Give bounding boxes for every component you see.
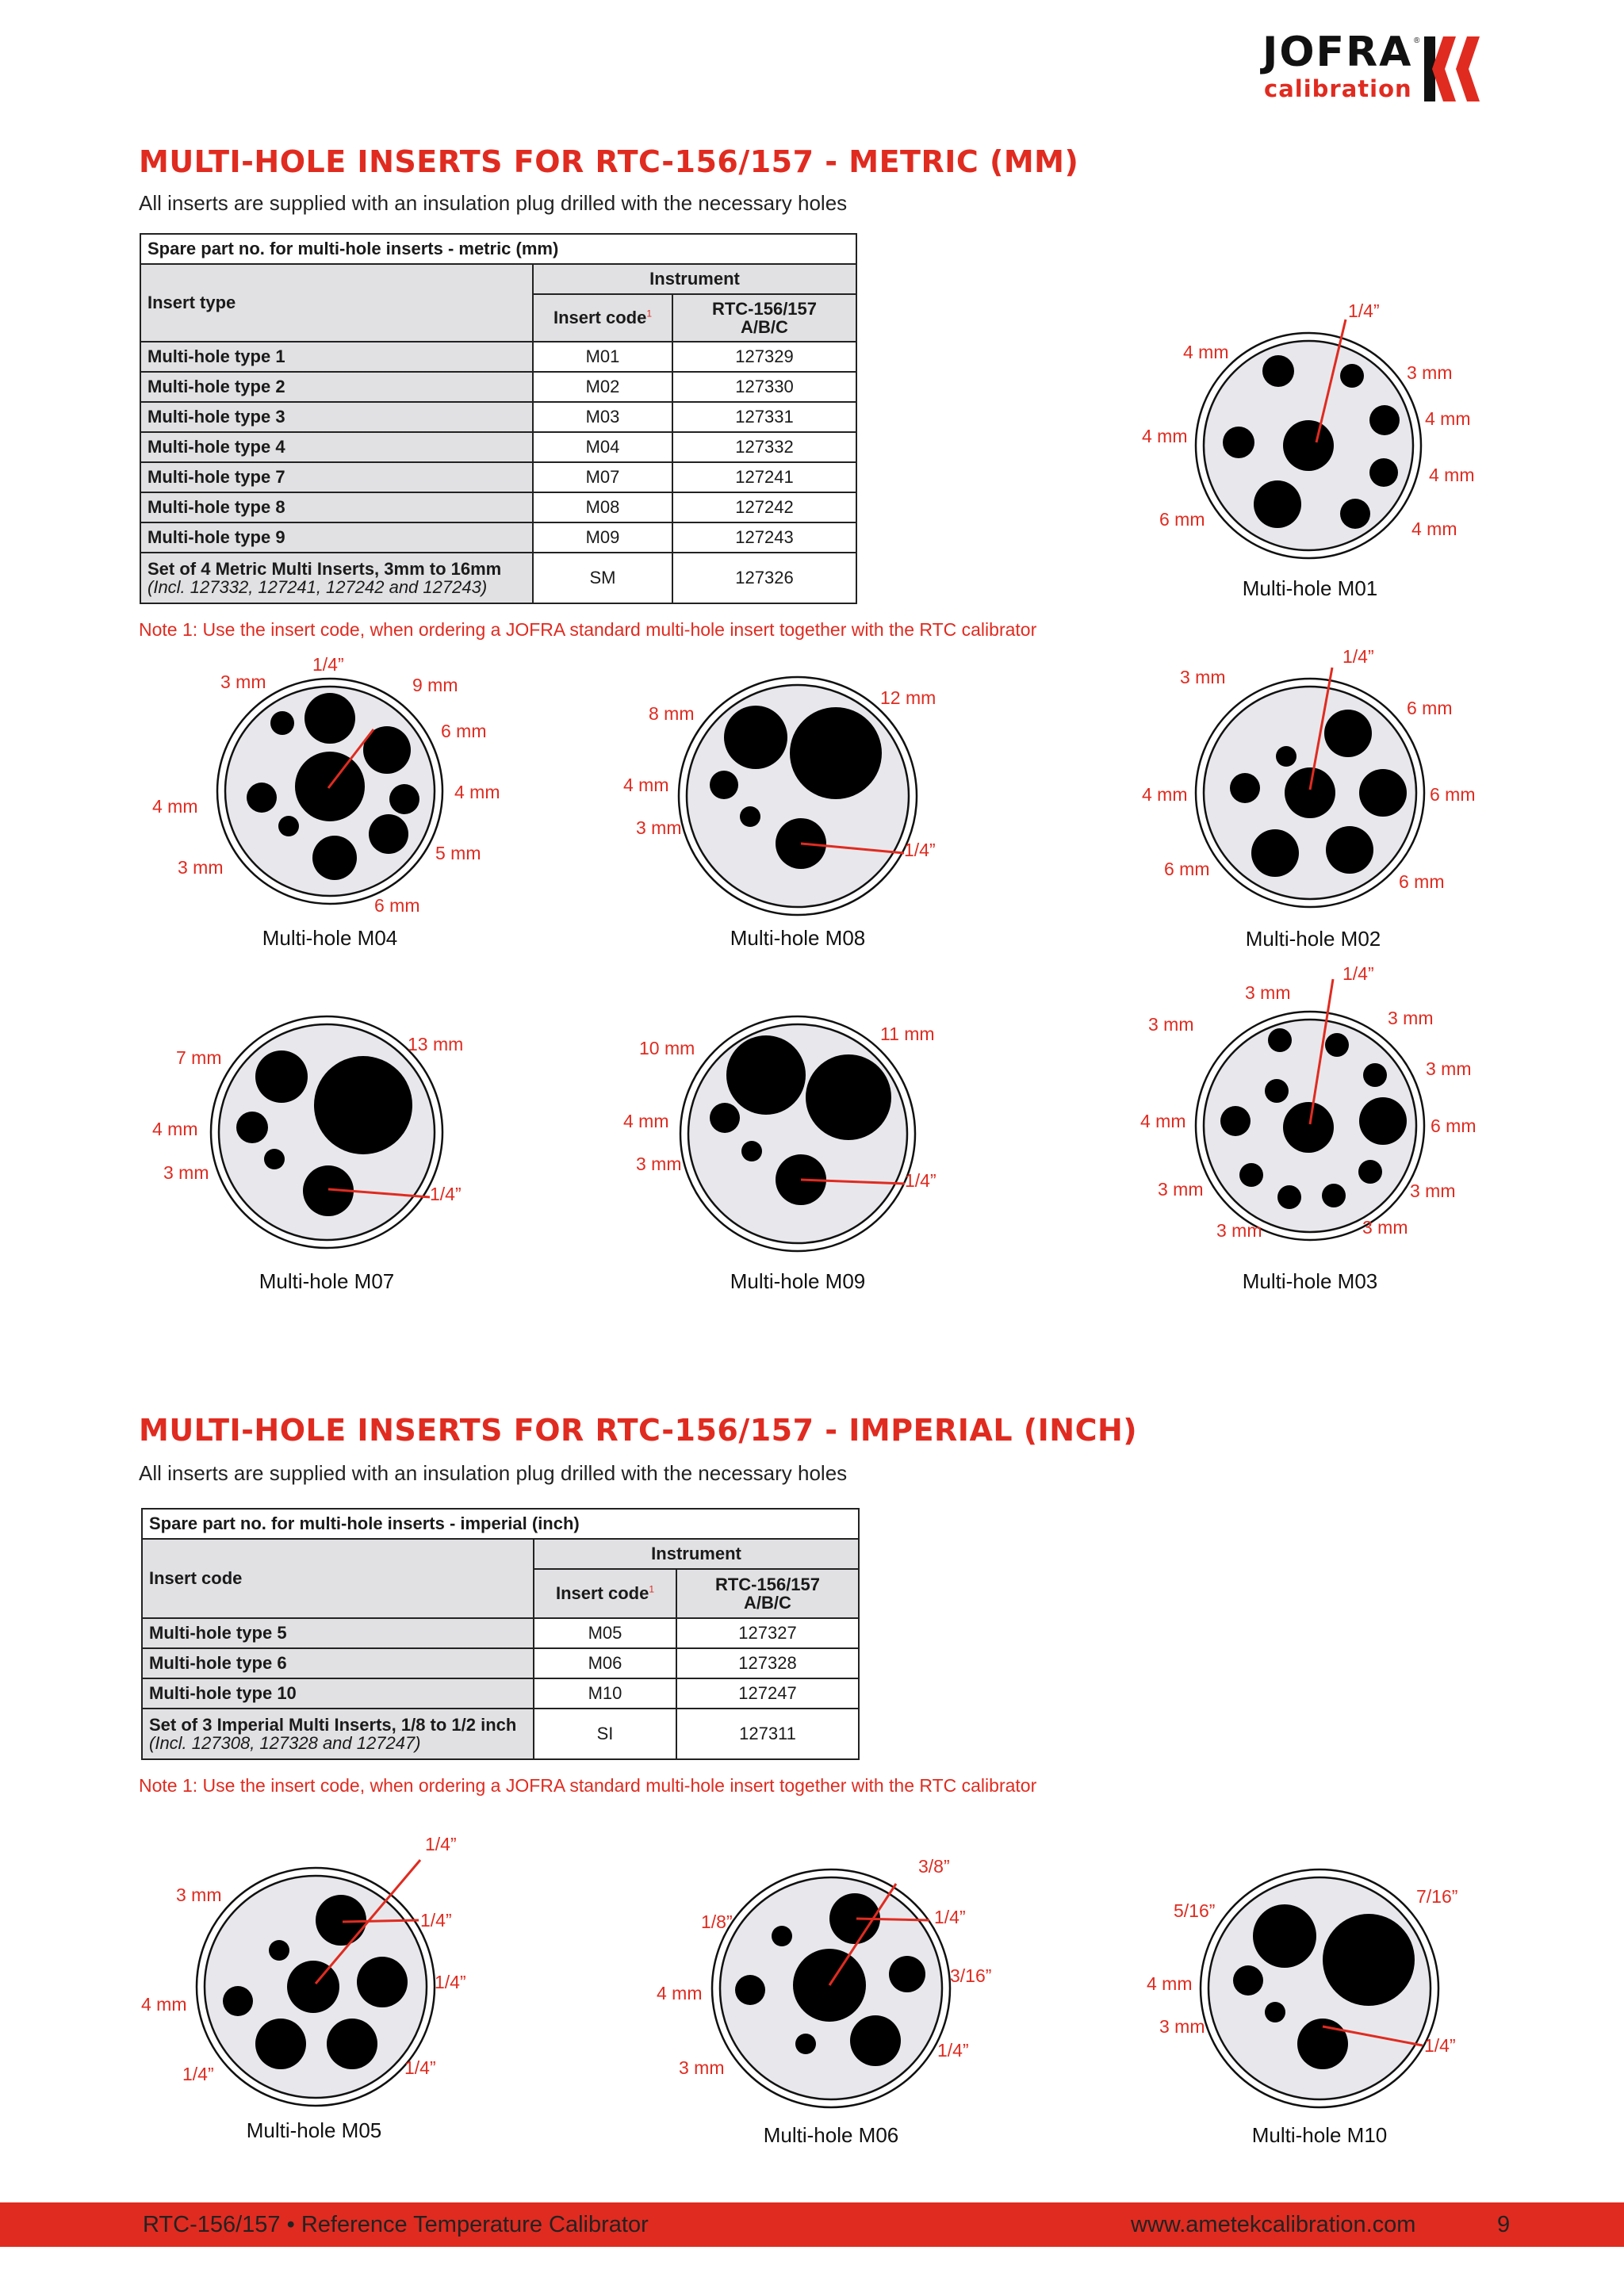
- dim-label: 8 mm: [649, 703, 695, 724]
- table-caption: Spare part no. for multi-hole inserts - imperial (inch): [142, 1509, 859, 1539]
- dim-label: 4 mm: [1140, 1111, 1186, 1131]
- col-header-code: Insert code$^1$: [534, 1569, 676, 1618]
- row-insert-type: Multi-hole type 1: [140, 342, 533, 372]
- dim-label: 4 mm: [623, 1111, 669, 1131]
- diagram-m01: [1142, 300, 1475, 600]
- diagram-m02: [1142, 646, 1476, 951]
- dim-label: 4 mm: [1142, 426, 1188, 446]
- row-insert-code: M09: [533, 522, 672, 553]
- dim-label: 1/4”: [905, 1170, 936, 1191]
- diagram-caption: Multi-hole M03: [1242, 1269, 1378, 1293]
- row-insert-code: M10: [534, 1678, 676, 1709]
- logo-wordmark: JOFRA: [1262, 29, 1413, 76]
- metric-note: Note 1: Use the insert code, when ordering a JOFRA standard multi-hole insert together with the RTC calibrator: [139, 619, 1037, 640]
- dim-label: 3 mm: [1426, 1058, 1472, 1079]
- dim-label: 6 mm: [1159, 509, 1205, 530]
- dim-label: 3/16”: [950, 1965, 992, 1986]
- dim-label: 1/8”: [701, 1911, 733, 1932]
- diagram-caption: Multi-hole M09: [730, 1269, 866, 1293]
- row-insert-type: Multi-hole type 3: [140, 402, 533, 432]
- dim-label: 9 mm: [412, 675, 458, 695]
- dim-label: 3 mm: [1148, 1014, 1194, 1035]
- dim-label: 7/16”: [1416, 1886, 1458, 1907]
- dim-label: 3 mm: [1388, 1008, 1434, 1028]
- diagram-caption: Multi-hole M05: [246, 2118, 382, 2142]
- row-part-number: 127247: [676, 1678, 859, 1709]
- diagram-m08: [623, 677, 936, 950]
- col-header-type: Insert code: [142, 1539, 534, 1618]
- diagram-m10: [1147, 1869, 1457, 2147]
- dim-label: 3 mm: [1159, 2016, 1205, 2037]
- row-part-number: 127330: [672, 372, 856, 402]
- page-number: 9: [1497, 2212, 1511, 2237]
- diagram-m05: [141, 1834, 466, 2142]
- row-insert-code: M01: [533, 342, 672, 372]
- row-insert-code: M07: [533, 462, 672, 492]
- col-header-instrument: Instrument: [533, 264, 856, 294]
- dim-label: 1/4”: [420, 1910, 452, 1931]
- dim-label: 3 mm: [176, 1885, 222, 1905]
- dim-label: 4 mm: [623, 775, 669, 795]
- dim-label: 3 mm: [1216, 1220, 1262, 1241]
- dim-label: 1/4”: [904, 840, 936, 860]
- set-row-code: SI: [534, 1709, 676, 1759]
- dim-label: 3/8”: [918, 1856, 950, 1877]
- dim-label: 1/4”: [1342, 646, 1374, 667]
- dim-label: 3 mm: [1410, 1181, 1456, 1201]
- row-insert-type: Multi-hole type 8: [140, 492, 533, 522]
- row-part-number: 127327: [676, 1618, 859, 1648]
- table-caption: Spare part no. for multi-hole inserts - metric (mm): [140, 234, 856, 264]
- dim-label: 3 mm: [220, 672, 266, 692]
- dim-label: 3 mm: [1407, 362, 1453, 383]
- dim-label: 3 mm: [1180, 667, 1226, 687]
- dim-label: 13 mm: [408, 1034, 464, 1054]
- diagram-caption: Multi-hole M02: [1245, 927, 1381, 951]
- dim-label: 1/4”: [404, 2057, 436, 2078]
- dim-label: 4 mm: [657, 1983, 703, 2003]
- row-insert-code: M08: [533, 492, 672, 522]
- set-row-part: 127326: [672, 553, 856, 603]
- dim-label: 3 mm: [163, 1162, 209, 1183]
- col-header-model: RTC-156/157 A/B/C: [676, 1569, 859, 1618]
- row-insert-code: M06: [534, 1648, 676, 1678]
- row-insert-code: M02: [533, 372, 672, 402]
- dim-label: 5/16”: [1174, 1900, 1216, 1921]
- dim-label: 5 mm: [435, 843, 481, 863]
- dim-label: 6 mm: [374, 895, 420, 916]
- dim-label: 6 mm: [1430, 784, 1476, 805]
- row-part-number: 127331: [672, 402, 856, 432]
- dim-label: 6 mm: [441, 721, 487, 741]
- dim-label: 4 mm: [1147, 1973, 1193, 1994]
- row-part-number: 127242: [672, 492, 856, 522]
- row-insert-code: M03: [533, 402, 672, 432]
- row-insert-type: Multi-hole type 4: [140, 432, 533, 462]
- dim-label: 3 mm: [636, 1154, 682, 1174]
- dim-label: 3 mm: [1158, 1179, 1204, 1200]
- dim-label: 3 mm: [679, 2057, 725, 2078]
- dim-label: 4 mm: [1411, 519, 1457, 539]
- row-insert-type: Multi-hole type 10: [142, 1678, 534, 1709]
- dim-label: 3 mm: [1362, 1217, 1408, 1238]
- row-part-number: 127241: [672, 462, 856, 492]
- imperial-section-subtitle: All inserts are supplied with an insulation plug drilled with the necessary holes: [139, 1461, 848, 1485]
- dim-label: 1/4”: [430, 1184, 462, 1204]
- diagram-m03: [1140, 963, 1477, 1293]
- row-insert-type: Multi-hole type 7: [140, 462, 533, 492]
- dim-label: 1/4”: [182, 2064, 214, 2084]
- dim-label: 1/4”: [1424, 2035, 1456, 2056]
- dim-label: 1/4”: [1348, 300, 1380, 321]
- set-row-label: Set of 3 Imperial Multi Inserts, 1/8 to 1/2 inch (Incl. 127308, 127328 and 127247): [142, 1709, 534, 1759]
- diagram-caption: Multi-hole M10: [1251, 2123, 1388, 2147]
- row-part-number: 127328: [676, 1648, 859, 1678]
- metric-section-title: MULTI-HOLE INSERTS FOR RTC-156/157 - METRIC (MM): [139, 144, 1079, 179]
- dim-label: 4 mm: [141, 1994, 187, 2015]
- dim-label: 4 mm: [1429, 465, 1475, 485]
- set-row-part: 127311: [676, 1709, 859, 1759]
- set-row-label: Set of 4 Metric Multi Inserts, 3mm to 16mm (Incl. 127332, 127241, 127242 and 127243): [140, 553, 533, 603]
- dim-label: 6 mm: [1407, 698, 1453, 718]
- dim-label: 1/4”: [312, 654, 344, 675]
- diagram-caption: Multi-hole M01: [1242, 576, 1378, 600]
- imperial-section-title: MULTI-HOLE INSERTS FOR RTC-156/157 - IMPERIAL (INCH): [139, 1413, 1138, 1448]
- dim-label: 6 mm: [1399, 871, 1445, 892]
- dim-label: 1/4”: [937, 2040, 969, 2061]
- dim-label: 3 mm: [178, 857, 224, 878]
- dim-label: 4 mm: [1425, 408, 1471, 429]
- diagram-caption: Multi-hole M07: [259, 1269, 395, 1293]
- dim-label: 4 mm: [1142, 784, 1188, 805]
- dim-label: 10 mm: [639, 1038, 695, 1058]
- dim-label: 3 mm: [636, 817, 682, 838]
- logo-registered: ®: [1414, 36, 1420, 45]
- dim-label: 6 mm: [1164, 859, 1210, 879]
- row-part-number: 127329: [672, 342, 856, 372]
- dim-label: 1/4”: [435, 1972, 466, 1992]
- diagram-caption: Multi-hole M04: [262, 926, 398, 950]
- dim-label: 1/4”: [425, 1834, 457, 1854]
- logo-subtitle: calibration: [1264, 75, 1412, 102]
- diagram-caption: Multi-hole M06: [763, 2123, 899, 2147]
- dim-label: 3 mm: [1245, 982, 1291, 1003]
- imperial-note: Note 1: Use the insert code, when ordering a JOFRA standard multi-hole insert together with the RTC calibrator: [139, 1775, 1037, 1796]
- dim-label: 4 mm: [454, 782, 500, 802]
- dim-label: 4 mm: [1183, 342, 1229, 362]
- set-row-code: SM: [533, 553, 672, 603]
- row-part-number: 127243: [672, 522, 856, 553]
- dim-label: 7 mm: [176, 1047, 222, 1068]
- dim-label: 11 mm: [880, 1024, 935, 1044]
- dim-label: 6 mm: [1431, 1115, 1477, 1136]
- row-part-number: 127332: [672, 432, 856, 462]
- footer-product: RTC-156/157 • Reference Temperature Calibrator: [143, 2212, 649, 2237]
- dim-label: 1/4”: [934, 1907, 966, 1927]
- dim-label: 1/4”: [1342, 963, 1374, 984]
- row-insert-type: Multi-hole type 5: [142, 1618, 534, 1648]
- dim-label: 12 mm: [880, 687, 936, 708]
- col-header-code: Insert code$^1$: [533, 294, 672, 342]
- col-header-instrument: Instrument: [534, 1539, 859, 1569]
- row-insert-code: M05: [534, 1618, 676, 1648]
- row-insert-type: Multi-hole type 6: [142, 1648, 534, 1678]
- footer-website-link[interactable]: www.ametekcalibration.com: [1131, 2212, 1416, 2237]
- row-insert-code: M04: [533, 432, 672, 462]
- dim-label: 4 mm: [152, 796, 198, 817]
- col-header-type: Insert type: [140, 264, 533, 342]
- row-insert-type: Multi-hole type 2: [140, 372, 533, 402]
- metric-section-subtitle: All inserts are supplied with an insulation plug drilled with the necessary holes: [139, 191, 848, 215]
- diagram-m07: [152, 1016, 463, 1293]
- row-insert-type: Multi-hole type 9: [140, 522, 533, 553]
- diagram-m09: [623, 1016, 936, 1293]
- diagram-m06: [657, 1856, 991, 2147]
- diagram-caption: Multi-hole M08: [730, 926, 866, 950]
- dim-label: 4 mm: [152, 1119, 198, 1139]
- diagram-m04: [152, 654, 500, 950]
- col-header-model: RTC-156/157 A/B/C: [672, 294, 856, 342]
